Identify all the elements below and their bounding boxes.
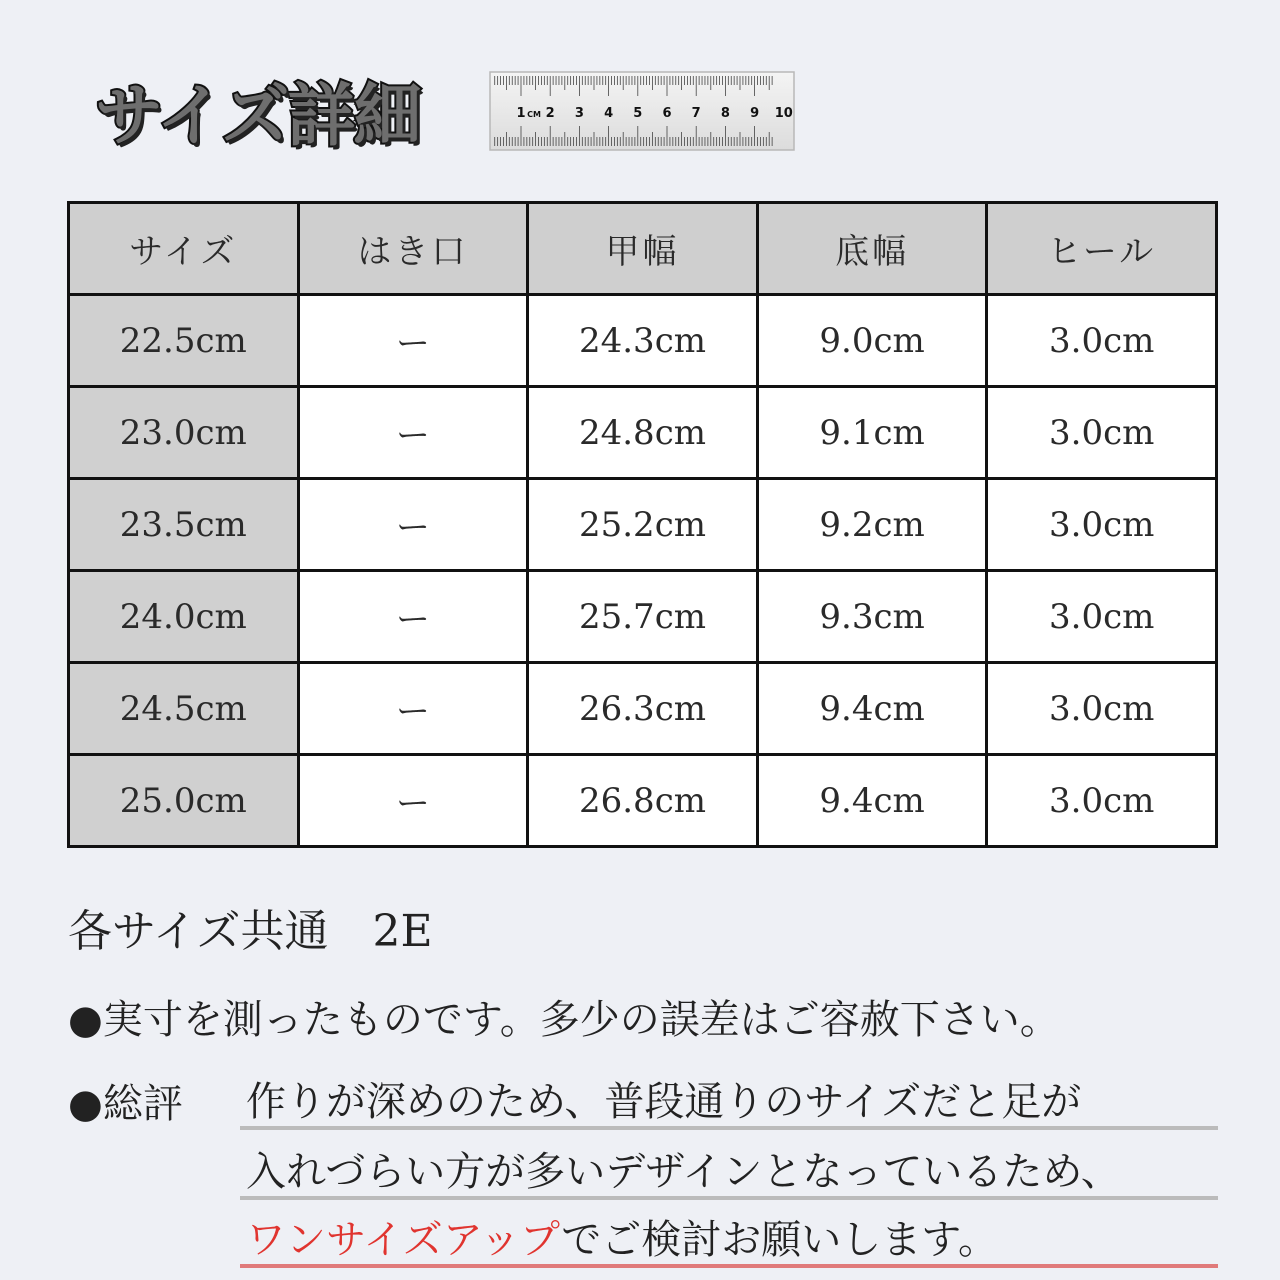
heel-cell: 3.0cm [987, 571, 1217, 663]
ruler-icon [489, 70, 797, 152]
review-line-3 [240, 1208, 1218, 1268]
header-sole-width: 底幅 [757, 203, 987, 295]
header-size: サイズ [69, 203, 299, 295]
instep-cell: 26.3cm [528, 663, 758, 755]
size-cell: 23.5cm [69, 479, 299, 571]
ruler-label: 5 [633, 106, 643, 121]
heel-cell: 3.0cm [987, 387, 1217, 479]
sole-cell: 9.4cm [757, 755, 987, 847]
review-label: ●総評 [68, 1081, 183, 1127]
instep-cell: 25.2cm [528, 479, 758, 571]
sole-cell: 9.0cm [757, 295, 987, 387]
opening-cell: ー [298, 663, 528, 755]
common-width-note: 各サイズ共通 2E [68, 906, 433, 957]
table-row [69, 295, 1217, 387]
table-row [69, 479, 1217, 571]
ruler-label: 3 [574, 106, 584, 121]
opening-cell: ー [298, 755, 528, 847]
instep-cell: 26.8cm [528, 755, 758, 847]
size-cell: 24.5cm [69, 663, 299, 755]
header-opening: はき口 [298, 203, 528, 295]
size-up-highlight: ワンサイズアップ [246, 1217, 562, 1263]
instep-cell: 24.3cm [528, 295, 758, 387]
review-line-3-rest: でご検討お願いします。 [561, 1217, 999, 1263]
table-row [69, 571, 1217, 663]
opening-cell: ー [298, 387, 528, 479]
size-cell: 24.0cm [69, 571, 299, 663]
table-row [69, 387, 1217, 479]
header-instep-width: 甲幅 [528, 203, 758, 295]
opening-cell: ー [298, 571, 528, 663]
ruler-label: 2 [545, 106, 555, 121]
table-row [69, 755, 1217, 847]
size-table [67, 201, 1218, 848]
ruler-label: 1 [516, 106, 526, 121]
page-title: サイズ詳細 [95, 77, 420, 156]
instep-cell: 24.8cm [528, 387, 758, 479]
ruler-label: 7 [691, 106, 701, 121]
heel-cell: 3.0cm [987, 755, 1217, 847]
ruler-label: 6 [662, 106, 672, 121]
measurement-note: ●実寸を測ったものです。多少の誤差はご容赦下さい。 [68, 997, 1060, 1043]
sole-cell: 9.3cm [757, 571, 987, 663]
size-cell: 23.0cm [69, 387, 299, 479]
ruler-label: 4 [604, 106, 614, 121]
instep-cell: 25.7cm [528, 571, 758, 663]
review-line-2: 入れづらい方が多いデザインとなっているため、 [240, 1140, 1218, 1200]
header-heel: ヒール [987, 203, 1217, 295]
opening-cell: ー [298, 295, 528, 387]
size-cell: 22.5cm [69, 295, 299, 387]
table-row [69, 663, 1217, 755]
sole-cell: 9.2cm [757, 479, 987, 571]
heel-cell: 3.0cm [987, 479, 1217, 571]
ruler-label: 9 [750, 106, 760, 121]
ruler-label: 8 [720, 106, 730, 121]
size-cell: 25.0cm [69, 755, 299, 847]
heel-cell: 3.0cm [987, 295, 1217, 387]
heel-cell: 3.0cm [987, 663, 1217, 755]
table-header-row [69, 203, 1217, 295]
opening-cell: ー [298, 479, 528, 571]
sole-cell: 9.1cm [757, 387, 987, 479]
ruler-unit-label: CM [527, 110, 541, 119]
review-line-1: 作りが深めのため、普段通りのサイズだと足が [240, 1070, 1218, 1130]
ruler-label: 10 [774, 106, 793, 121]
sole-cell: 9.4cm [757, 663, 987, 755]
